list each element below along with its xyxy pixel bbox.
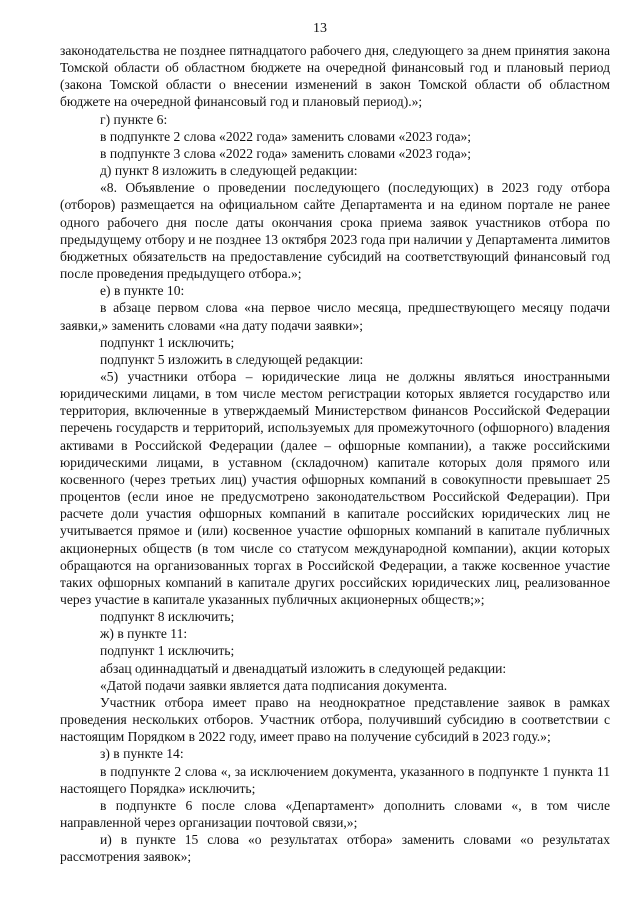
- paragraph: в подпункте 6 после слова «Департамент» дополнить словами «, в том числе направленной через организации почтовой связи,»;: [60, 797, 610, 831]
- paragraph: подпункт 1 исключить;: [100, 334, 235, 350]
- paragraph-item-i: и) в пункте 15 слова «о результатах отбора» заменить словами «о результатах рассмотрения заявок»;: [60, 832, 610, 865]
- paragraph-continuation: законодательства не позднее пятнадцатого рабочего дня, следующего за днем принятия закона Томской области об областном бюджете на очередной финансовый год и плановый период (закона Томской области о внесении изменений в закон Томской области об областном бюджете на очередной финансовый год и плановый период).»;: [60, 43, 610, 110]
- paragraph: подпункт 1 исключить;: [100, 643, 235, 659]
- paragraph: «Датой подачи заявки является дата подписания документа.: [100, 677, 448, 693]
- paragraph-quote-5: «5) участники отбора – юридические лица не должны являться иностранными юридическими лицами, в том числе местом регистрации которых является государство или территория, включенные в утверждаемый Министерством финансов Российской Федерации перечень государств и территорий, используемых для промежуточного (офшорного) владения активами в Российской Федерации (далее – офшорные компании), а также российскими юридическими лицами, в уставном (складочном) капитале которых доля прямого или косвенного (через третьих лиц) участия офшорных компаний в совокупности превышает 25 процентов (если иное не предусмотрено законодательством Российской Федерации). При расчете доли участия офшорных компаний в капитале российских юридических лиц не учитывается прямое и (или) косвенное участие офшорных компаний в капитале публичных акционерных обществ (в том числе со статусом международной компании), акции которых обращаются на организованных торгах в Российской Федерации, а также косвенное участие таких офшорных компаний в капитале других российских юридических лиц, реализованное через участие в капитале указанных публичных акционерных обществ;»;: [60, 368, 610, 607]
- paragraph: в подпункте 3 слова «2022 года» заменить словами «2023 года»;: [100, 145, 472, 161]
- paragraph-item-z: з) в пункте 14:: [100, 746, 184, 762]
- paragraph: в подпункте 2 слова «2022 года» заменить словами «2023 года»;: [100, 128, 472, 144]
- paragraph-item-d: д) пункт 8 изложить в следующей редакции:: [100, 163, 358, 179]
- page-number: 13: [313, 21, 327, 36]
- paragraph-quote-8: «8. Объявление о проведении последующего (последующих) в 2023 году отбора (отборов) размещается на официальном сайте Департамента и на едином портале не ранее одного рабочего дня после даты окончания срока приема заявок участников отбора по предыдущему отбору и не позднее 13 октября 2023 года при наличии у Департамента лимитов бюджетных обязательств на предоставление субсидий на соответствующий финансовый год после проведения предыдущего отбора.»;: [60, 180, 610, 282]
- paragraph-item-e: е) в пункте 10:: [100, 283, 185, 299]
- paragraph: в подпункте 2 слова «, за исключением документа, указанного в подпункте 1 пункта 11 настоящего Порядка» исключить;: [60, 763, 610, 796]
- paragraph-item-g: г) пункте 6:: [100, 111, 168, 127]
- paragraph: подпункт 5 изложить в следующей редакции:: [100, 351, 364, 367]
- paragraph: Участник отбора имеет право на неоднократное представление заявок в рамках проведения нескольких отборов. Участник отбора, получивший субсидию в соответствии с настоящим Порядком в 2022 году, имеет право на получение субсидий в 2023 году.»;: [60, 694, 610, 745]
- paragraph-item-zh: ж) в пункте 11:: [100, 626, 188, 642]
- paragraph: в абзаце первом слова «на первое число месяца, предшествующего месяцу подачи заявки,» заменить словами «на дату подачи заявки»;: [60, 300, 610, 333]
- paragraph: абзац одиннадцатый и двенадцатый изложить в следующей редакции:: [100, 660, 507, 676]
- document-body: [60, 42, 610, 866]
- paragraph: подпункт 8 исключить;: [100, 609, 235, 625]
